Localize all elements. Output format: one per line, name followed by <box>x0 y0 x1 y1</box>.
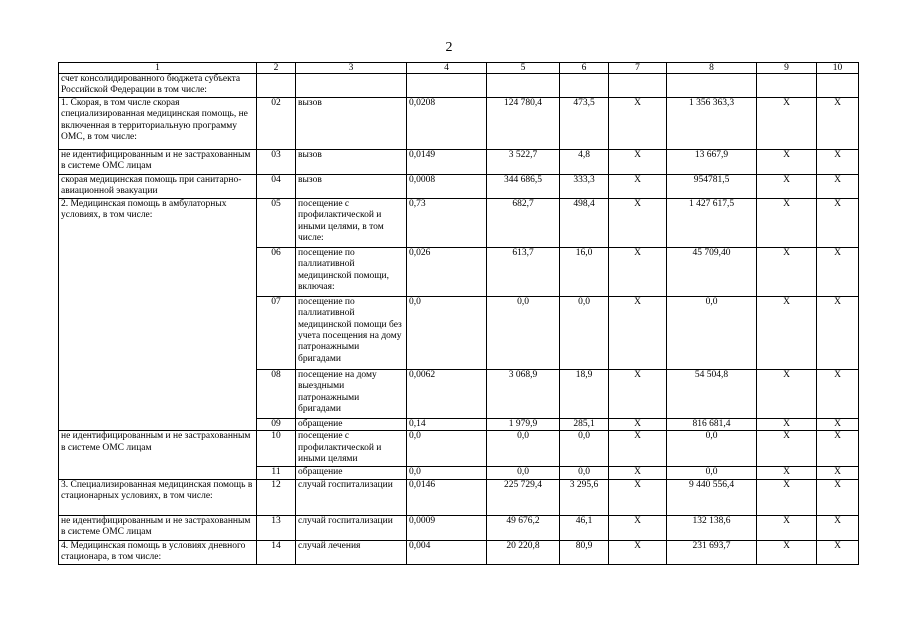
total-cost: 54 504,8 <box>667 369 757 418</box>
volume-norm: 0,0146 <box>407 479 487 515</box>
cost-norm: 0,0 <box>487 467 560 479</box>
col-7: X <box>609 247 667 296</box>
row-code: 09 <box>257 418 296 430</box>
per-capita: 498,4 <box>560 198 609 247</box>
col-10: X <box>817 515 859 540</box>
total-cost: 1 356 363,3 <box>667 97 757 149</box>
col-7: X <box>609 479 667 515</box>
cost-norm: 20 220,8 <box>487 540 560 564</box>
volume-norm: 0,0 <box>407 467 487 479</box>
cost-norm: 1 979,9 <box>487 418 560 430</box>
volume-norm: 0,0062 <box>407 369 487 418</box>
col-7: X <box>609 540 667 564</box>
column-header: 3 <box>296 63 407 74</box>
per-capita: 3 295,6 <box>560 479 609 515</box>
col-10: X <box>817 247 859 296</box>
total-cost: 45 709,40 <box>667 247 757 296</box>
col-10 <box>817 74 859 98</box>
row-code: 02 <box>257 97 296 149</box>
row-label: 1. Скорая, в том числе скорая специализированная медицинская помощь, не включенная в территориальную программу ОМС, в том числе: <box>59 97 257 149</box>
column-number-row <box>59 63 859 74</box>
total-cost: 816 681,4 <box>667 418 757 430</box>
total-cost: 1 427 617,5 <box>667 198 757 247</box>
unit: вызов <box>296 174 407 198</box>
row-label: не идентифицированным и не застрахованным в системе ОМС лицам <box>59 149 257 174</box>
column-header: 2 <box>257 63 296 74</box>
volume-norm: 0,0149 <box>407 149 487 174</box>
col-9: X <box>757 515 817 540</box>
table-row <box>59 97 859 149</box>
total-cost: 0,0 <box>667 431 757 467</box>
unit: посещение на дому выездными патронажными бригадами <box>296 369 407 418</box>
column-header: 7 <box>609 63 667 74</box>
unit: посещение по паллиативной медицинской помощи без учета посещения на дому патронажными бригадами <box>296 296 407 369</box>
col-7: X <box>609 198 667 247</box>
col-9: X <box>757 97 817 149</box>
volume-norm: 0,14 <box>407 418 487 430</box>
unit: обращение <box>296 418 407 430</box>
col-9: X <box>757 479 817 515</box>
total-cost: 0,0 <box>667 296 757 369</box>
per-capita: 46,1 <box>560 515 609 540</box>
table-row <box>59 174 859 198</box>
col-7: X <box>609 149 667 174</box>
col-9 <box>757 74 817 98</box>
row-label: не идентифицированным и не застрахованным в системе ОМС лицам <box>59 515 257 540</box>
cost-norm: 0,0 <box>487 431 560 467</box>
column-header: 4 <box>407 63 487 74</box>
col-10: X <box>817 418 859 430</box>
per-capita: 333,3 <box>560 174 609 198</box>
volume-norm: 0,004 <box>407 540 487 564</box>
column-header: 10 <box>817 63 859 74</box>
cost-norm: 3 068,9 <box>487 369 560 418</box>
per-capita: 18,9 <box>560 369 609 418</box>
table-row <box>59 198 859 247</box>
row-label: 4. Медицинская помощь в условиях дневного стационара, в том числе: <box>59 540 257 564</box>
col-7: X <box>609 515 667 540</box>
col-10: X <box>817 369 859 418</box>
column-header: 1 <box>59 63 257 74</box>
column-header: 8 <box>667 63 757 74</box>
per-capita: 16,0 <box>560 247 609 296</box>
cost-norm: 344 686,5 <box>487 174 560 198</box>
table-row <box>59 74 859 98</box>
col-9: X <box>757 296 817 369</box>
col-7: X <box>609 369 667 418</box>
total-cost: 9 440 556,4 <box>667 479 757 515</box>
row-code: 07 <box>257 296 296 369</box>
table-row <box>59 515 859 540</box>
col-7: X <box>609 97 667 149</box>
page-number: 2 <box>445 40 453 55</box>
cost-norm <box>487 74 560 98</box>
col-7: X <box>609 174 667 198</box>
cost-norm: 613,7 <box>487 247 560 296</box>
table-row <box>59 149 859 174</box>
col-7 <box>609 74 667 98</box>
volume-norm: 0,0208 <box>407 97 487 149</box>
row-code: 13 <box>257 515 296 540</box>
row-code: 08 <box>257 369 296 418</box>
col-9: X <box>757 198 817 247</box>
per-capita: 0,0 <box>560 467 609 479</box>
unit: посещение по паллиативной медицинской помощи, включая: <box>296 247 407 296</box>
col-10: X <box>817 149 859 174</box>
total-cost: 954781,5 <box>667 174 757 198</box>
col-9: X <box>757 369 817 418</box>
col-9: X <box>757 247 817 296</box>
budget-table <box>58 62 859 565</box>
volume-norm <box>407 74 487 98</box>
unit: случай госпитализации <box>296 515 407 540</box>
per-capita: 285,1 <box>560 418 609 430</box>
volume-norm: 0,026 <box>407 247 487 296</box>
volume-norm: 0,73 <box>407 198 487 247</box>
table-row <box>59 431 859 467</box>
row-code <box>257 74 296 98</box>
cost-norm: 3 522,7 <box>487 149 560 174</box>
column-header: 5 <box>487 63 560 74</box>
col-10: X <box>817 479 859 515</box>
per-capita: 0,0 <box>560 296 609 369</box>
col-10: X <box>817 467 859 479</box>
unit <box>296 74 407 98</box>
column-header: 6 <box>560 63 609 74</box>
col-7: X <box>609 467 667 479</box>
unit: посещение с профилактической и иными целями <box>296 431 407 467</box>
total-cost: 0,0 <box>667 467 757 479</box>
per-capita: 473,5 <box>560 97 609 149</box>
col-10: X <box>817 198 859 247</box>
unit: случай госпитализации <box>296 479 407 515</box>
unit: посещение с профилактической и иными целями, в том числе: <box>296 198 407 247</box>
unit: вызов <box>296 97 407 149</box>
col-10: X <box>817 296 859 369</box>
cost-norm: 124 780,4 <box>487 97 560 149</box>
col-10: X <box>817 540 859 564</box>
total-cost <box>667 74 757 98</box>
row-code: 05 <box>257 198 296 247</box>
col-9: X <box>757 174 817 198</box>
per-capita: 4,8 <box>560 149 609 174</box>
row-label: 2. Медицинская помощь в амбулаторных условиях, в том числе: <box>59 198 257 430</box>
per-capita: 80,9 <box>560 540 609 564</box>
volume-norm: 0,0 <box>407 431 487 467</box>
col-10: X <box>817 174 859 198</box>
unit: вызов <box>296 149 407 174</box>
cost-norm: 0,0 <box>487 296 560 369</box>
total-cost: 13 667,9 <box>667 149 757 174</box>
total-cost: 132 138,6 <box>667 515 757 540</box>
per-capita: 0,0 <box>560 431 609 467</box>
row-code: 03 <box>257 149 296 174</box>
row-code: 11 <box>257 467 296 479</box>
col-9: X <box>757 540 817 564</box>
col-7: X <box>609 418 667 430</box>
col-9: X <box>757 149 817 174</box>
volume-norm: 0,0009 <box>407 515 487 540</box>
cost-norm: 682,7 <box>487 198 560 247</box>
col-10: X <box>817 97 859 149</box>
cost-norm: 225 729,4 <box>487 479 560 515</box>
cost-norm: 49 676,2 <box>487 515 560 540</box>
table-row <box>59 540 859 564</box>
col-10: X <box>817 431 859 467</box>
table-row <box>59 479 859 515</box>
row-label: счет консолидированного бюджета субъекта Российской Федерации в том числе: <box>59 74 257 98</box>
volume-norm: 0,0 <box>407 296 487 369</box>
row-code: 04 <box>257 174 296 198</box>
row-label: 3. Специализированная медицинская помощь в стационарных условиях, в том числе: <box>59 479 257 515</box>
row-code: 06 <box>257 247 296 296</box>
volume-norm: 0,0008 <box>407 174 487 198</box>
col-9: X <box>757 467 817 479</box>
row-label: не идентифицированным и не застрахованным в системе ОМС лицам <box>59 431 257 479</box>
unit: случай лечения <box>296 540 407 564</box>
column-header: 9 <box>757 63 817 74</box>
row-code: 12 <box>257 479 296 515</box>
row-code: 14 <box>257 540 296 564</box>
per-capita <box>560 74 609 98</box>
col-9: X <box>757 431 817 467</box>
total-cost: 231 693,7 <box>667 540 757 564</box>
row-code: 10 <box>257 431 296 467</box>
col-9: X <box>757 418 817 430</box>
unit: обращение <box>296 467 407 479</box>
col-7: X <box>609 431 667 467</box>
row-label: скорая медицинская помощь при санитарно-авиационной эвакуации <box>59 174 257 198</box>
col-7: X <box>609 296 667 369</box>
